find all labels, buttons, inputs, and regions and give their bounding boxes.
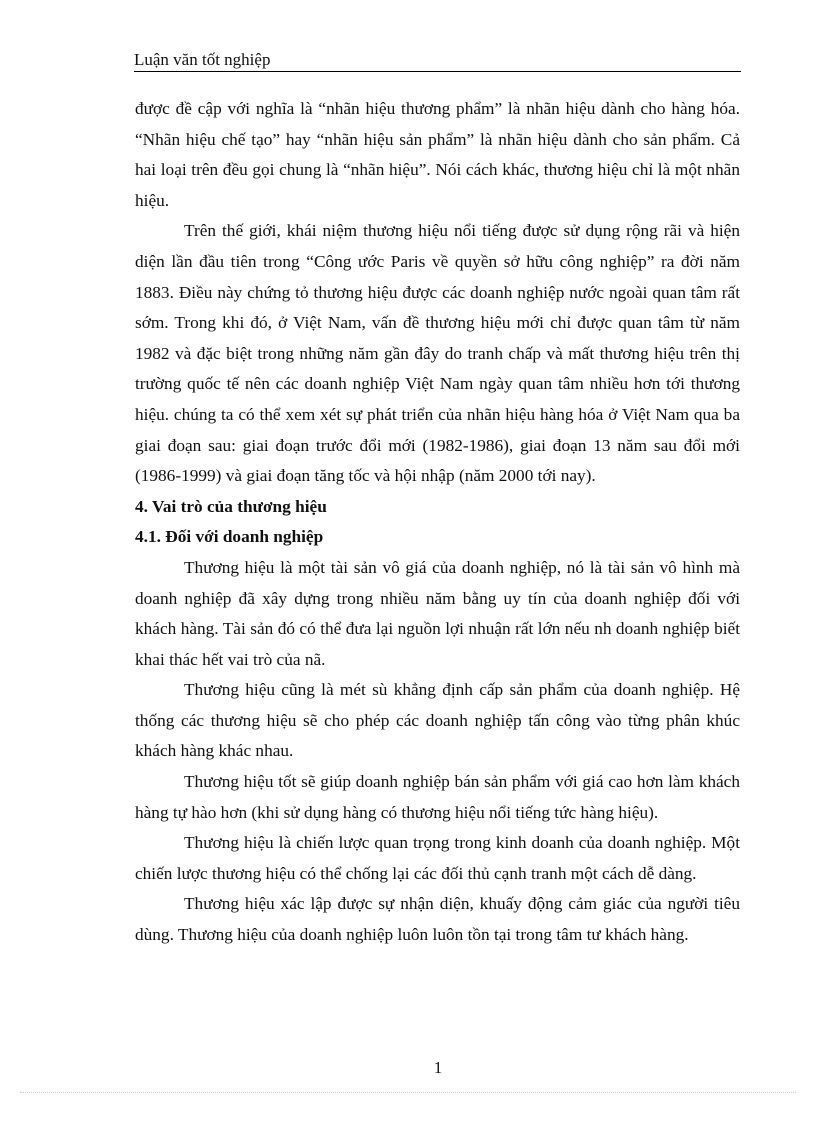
- paragraph: Thương hiệu là chiến lược quan trọng trong kinh doanh của doanh nghiệp. Một chiến lược thương hiệu có thể chống lại các đối thủ cạnh tranh một cách dễ dàng.: [135, 833, 740, 883]
- document-body: [135, 94, 740, 951]
- paragraph: Thương hiệu là một tài sản vô giá của doanh nghiệp, nó là tài sản vô hình mà doanh nghiệp đã xây dựng trong nhiều năm bằng uy tín của doanh nghiệp đối với khách hàng. Tài sản đó có thể đưa lại nguồn lợi nhuận rất lớn nếu nh doanh nghiệp biết khai thác hết vai trò của nã.: [135, 557, 740, 669]
- page-bottom-divider: [20, 1092, 796, 1093]
- paragraph: Thương hiệu tốt sẽ giúp doanh nghiệp bán sản phẩm với giá cao hơn làm khách hàng tự hào hơn (khi sử dụng hàng có thương hiệu nổi tiếng tức hàng hiệu).: [135, 772, 740, 822]
- page-number: 1: [433, 1058, 443, 1077]
- section-heading: 4. Vai trò của thương hiệu: [135, 496, 327, 516]
- paragraph: Thương hiệu xác lập được sự nhận diện, khuấy động cảm giác của người tiêu dùng. Thương hiệu của doanh nghiệp luôn luôn tồn tại trong tâm tư khách hàng.: [135, 894, 740, 945]
- subsection-heading: 4.1. Đối với doanh nghiệp: [135, 527, 324, 547]
- paragraph: Thương hiệu cũng là mét sù khẳng định cấp sản phẩm của doanh nghiệp. Hệ thống các thương hiệu sẽ cho phép các doanh nghiệp tấn công vào từng phân khúc khách hàng khác nhau.: [135, 680, 740, 761]
- paragraph-continued: được đề cập với nghĩa là “nhãn hiệu thương phẩm” là nhãn hiệu dành cho hàng hóa. “Nhãn hiệu chế tạo” hay “nhãn hiệu sản phẩm” là nhãn hiệu dành cho sản phẩm. Cả hai loại trên đều gọi chung là “nhãn hiệu”. Nói cách khác, thương hiệu chỉ là một nhãn hiệu.: [135, 99, 740, 210]
- paragraph: Trên thế giới, khái niệm thương hiệu nổi tiếng được sử dụng rộng rãi và hiện diện lần đầu tiên trong “Công ước Paris về quyền sở hữu công nghiệp” ra đời năm 1883. Điều này chứng tỏ thương hiệu được các doanh nghiệp nước ngoài quan tâm rất sớm. Trong khi đó, ở Việt Nam, vấn đề thương hiệu mới chỉ được quan tâm từ năm 1982 và đặc biệt trong những năm gần đây do tranh chấp và mất thương hiệu trên thị trường quốc tế nên các doanh nghiệp Việt Nam ngày quan tâm nhiều hơn tới thương hiệu. chúng ta có thể xem xét sự phát triển của nhãn hiệu hàng hóa ở Việt Nam qua ba giai đoạn sau: giai đoạn trước đổi mới (1982-1986), giai đoạn 13 năm sau đổi mới (1986-1999) và giai đoạn tăng tốc và hội nhập (năm 2000 tới nay).: [135, 221, 740, 486]
- running-header: Luận văn tốt nghiệp: [134, 50, 741, 72]
